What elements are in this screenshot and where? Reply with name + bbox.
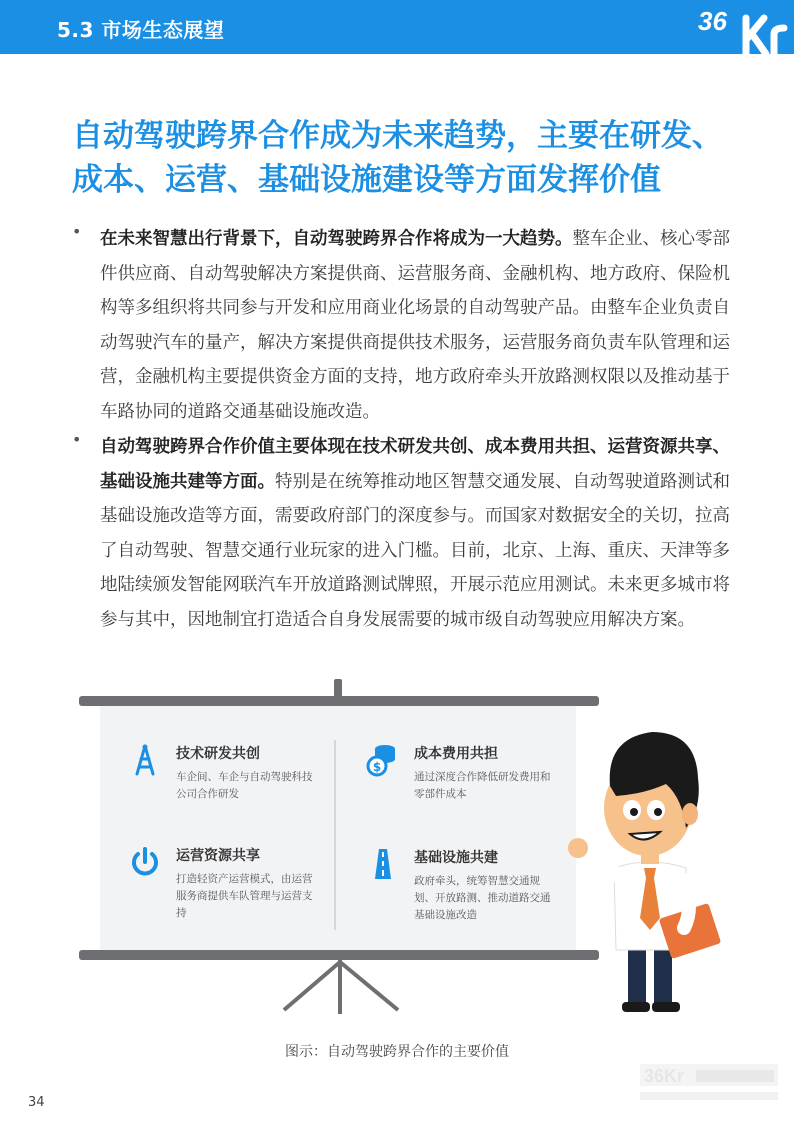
36kr-logo xyxy=(694,0,794,54)
card-description: 政府牵头，统筹智慧交通规划、开放路测、推动道路交通基础设施改造 xyxy=(414,875,551,921)
svg-text:36: 36 xyxy=(698,6,727,36)
card-description: 通过深度合作降低研发费用和零部件成本 xyxy=(414,771,551,800)
board-top-rail xyxy=(79,696,599,706)
card-title: 成本费用共担 xyxy=(414,746,498,762)
card-description: 打造轻资产运营模式，由运营服务商提供车队管理与运营支持 xyxy=(176,873,313,919)
page-number: 34 xyxy=(28,1095,45,1110)
coins-icon xyxy=(366,743,400,777)
card-description: 车企间、车企与自动驾驶科技公司合作研发 xyxy=(176,771,313,800)
section-title: 5.3 市场生态展望 xyxy=(57,18,225,42)
tripod-legs xyxy=(270,958,410,1018)
svg-text:36Kr: 36Kr xyxy=(644,1066,685,1086)
card-title: 基础设施共建 xyxy=(414,850,498,866)
bullet-bold-1: 在未来智慧出行背景下，自动驾驶跨界合作将成为一大趋势。 xyxy=(100,229,573,249)
cartoon-businessman xyxy=(556,718,736,1018)
main-heading-line1: 自动驾驶跨界合作成为未来趋势，主要在研发、 xyxy=(72,118,723,154)
card-title: 技术研发共创 xyxy=(176,746,260,762)
bullet-text-1 xyxy=(100,222,730,429)
main-heading-line2: 成本、运营、基础设施建设等方面发挥价值 xyxy=(72,162,661,198)
bullet-body-1: 整车企业、核心零部件供应商、自动驾驶解决方案提供商、运营服务商、金融机构、地方政府、保险机构等多组织将共同参与开发和应用商业化场景的自动驾驶产品。由整车企业负责自动驾驶汽车的量产，解决方案提供商提供技术服务，运营服务商负责车队管理和运营，金融机构主要提供资金方面的支持，地方政府牵头开放路测权限以及推动基于车路协同的道路交通基础设施改造。 xyxy=(100,229,730,422)
bullet-text-2 xyxy=(100,430,730,637)
tower-icon xyxy=(128,743,162,777)
page-header xyxy=(0,0,794,54)
svg-text:$: $ xyxy=(372,760,382,774)
bullet-marker: • xyxy=(72,430,82,449)
bullet-marker: • xyxy=(72,222,82,241)
bullet-bold-2: 自动驾驶跨界合作价值主要体现在技术研发共创、成本费用共担、运营资源共享、基础设施共建等方面。 xyxy=(100,437,730,492)
bullet-body-2: 特别是在统筹推动地区智慧交通发展、自动驾驶道路测试和基础设施改造等方面，需要政府部门的深度参与。而国家对数据安全的关切，拉高了自动驾驶、智慧交通行业玩家的进入门槛。目前，北京、上海、重庆、天津等多地陆续颁发智能网联汽车开放道路测试牌照，开展示范应用测试。未来更多城市将参与其中，因地制宜打造适合自身发展需要的城市级自动驾驶应用解决方案。 xyxy=(100,471,730,630)
figure-caption: 图示：自动驾驶跨界合作的主要价值 xyxy=(285,1044,509,1060)
power-icon xyxy=(128,845,162,879)
36kr-research-watermark xyxy=(640,1060,780,1106)
main-heading xyxy=(72,114,752,202)
board-divider xyxy=(334,740,336,930)
card-title: 运营资源共享 xyxy=(176,848,260,864)
road-icon xyxy=(366,847,400,881)
